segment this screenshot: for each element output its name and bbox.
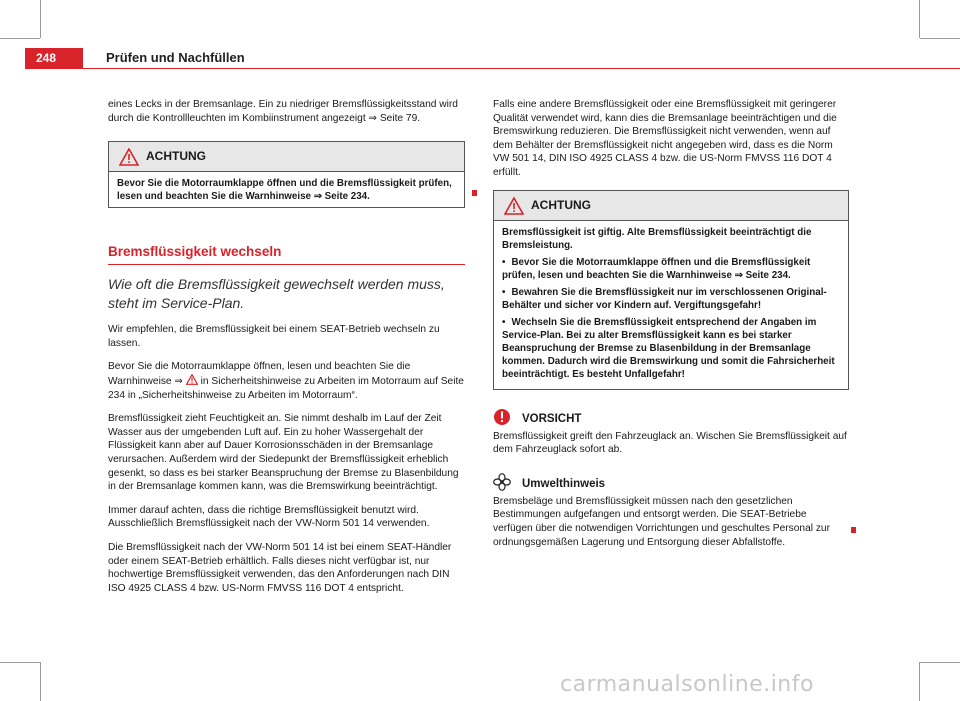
page-title: Prüfen und Nachfüllen [106,50,245,65]
left-column [108,98,465,605]
warning-body [494,221,848,389]
paragraph: Die Bremsflüssigkeit nach der VW-Norm 501 14 ist bei einem SEAT-Händler oder einem SEAT-Betrieb erhältlich. Falls dieses nicht verfügbar ist, nur hochwertige Bremsflüssigkeit verwenden, das den Anforderungen nach DIN ISO 4925 CLASS 4 bzw. US-Norm FMVSS 116 DOT 4 entspricht. [108,541,452,594]
end-mark [472,190,477,196]
warning-title: ACHTUNG [146,149,206,164]
environment-text [493,495,849,549]
watermark: carmanualsonline.info [560,672,814,697]
paragraph [108,360,465,402]
warning-header [109,142,464,172]
crop-mark [40,0,41,38]
caution-text: Bremsflüssigkeit greift den Fahrzeuglack an. Wischen Sie Bremsflüssigkeit auf dem Fahrzeuglack sofort ab. [493,430,847,456]
crop-mark [0,662,40,663]
warning-bullet: • Bewahren Sie die Bremsflüssigkeit nur im verschlossenen Original-Behälter und sicher vor Kindern auf. Vergiftungsgefahr! [502,286,840,312]
warning-title: ACHTUNG [531,197,591,212]
paragraph-text: Bevor Sie die Motorraumklappe öffnen, lesen und beachten Sie die Warnhinweise ⇒ [108,361,411,387]
crop-mark [920,662,960,663]
crop-mark [920,38,960,39]
paragraph: Immer darauf achten, dass die richtige Bremsflüssigkeit benutzt wird. Ausschließlich Bremsflüssigkeit nach der VW-Norm 501 14 verwenden. [108,504,430,530]
crop-mark [919,0,920,38]
header-rule [83,68,960,69]
environment-flower-icon [493,473,511,491]
caution-header [493,408,849,430]
warning-box [108,141,465,208]
section-title: Bremsflüssigkeit wechseln [108,244,282,260]
warning-box [493,190,849,390]
environment-text-content: Bremsbeläge und Bremsflüssigkeit müssen nach den gesetzlichen Bestimmungen aufgefangen und entsorgt werden. Die SEAT-Betriebe verfügen über die notwendigen Vorrichtungen und geschultes Personal zur ordnungsgemäßen Lagerung und Entsorgung dieser Abfallstoffe. [493,495,830,548]
warning-bullet: • Bevor Sie die Motorraumklappe öffnen und die Bremsflüssigkeit prüfen, lesen und beachten Sie die Warnhinweise ⇒ Seite 234. [502,256,840,282]
paragraph: Wir empfehlen, die Bremsflüssigkeit bei einem SEAT-Betrieb wechseln zu lassen. [108,324,440,349]
crop-mark [919,662,920,701]
paragraph-text: in Sicherheitshinweise zu Arbeiten im Motorraum auf Seite 234 in „Sicherheitshinweise zu Arbeiten im Motorraum“. [108,375,464,401]
warning-bullet: • Wechseln Sie die Bremsflüssigkeit entsprechend der Angaben im Service-Plan. Bei zu alter Bremsflüssigkeit kann es bei starker Beanspruchung der Bremse zu Blasenbildung in der Bremsanlage kommen. Dadurch wird die Bremswirkung und somit die Fahrsicherheit beeinträchtigt. Es besteht Unfallgefahr! [502,316,840,381]
paragraph: Falls eine andere Bremsflüssigkeit oder eine Bremsflüssigkeit mit geringerer Qualität verwendet wird, kann dies die Bremsanlage beeinträchtigen und die Bremswirkung reduzieren. Die Bremsflüssigkeit nicht verwenden, wenn auf dem Behälter der Bremsflüssigkeit nicht angegeben wird, dass es die Norm VW 501 14, DIN ISO 4925 CLASS 4 bzw. die US-Norm FMVSS 116 DOT 4 erfüllt. [493,99,837,178]
warning-intro: Bremsflüssigkeit ist giftig. Alte Bremsflüssigkeit beeinträchtigt die Bremsleistung. [502,226,812,251]
environment-header [493,473,849,495]
paragraph: Bremsflüssigkeit zieht Feuchtigkeit an. Sie nimmt deshalb im Lauf der Zeit Wasser aus der umgebenden Luft auf. Ein zu hoher Wassergehalt der Flüssigkeit kann aber auf Dauer Korrosionsschäden in der Bremsanlage verursachen. Außerdem wird der Siedepunkt der Bremsflüssigkeit erheblich gesenkt, so dass es bei starker Beanspruchung der Bremse zu Blasenbildung in der Bremsanlage kommen kann, was die Bremswirkung beeinträchtigt. [108,413,459,493]
warning-triangle-icon [119,148,139,166]
right-column [493,98,849,559]
caution-title: VORSICHT [522,412,582,425]
crop-mark [0,38,40,39]
section-rule [108,264,465,265]
warning-header [494,191,848,221]
environment-title: Umwelthinweis [522,477,606,490]
intro-paragraph: eines Lecks in der Bremsanlage. Ein zu niedriger Bremsflüssigkeitsstand wird durch die Kontrollleuchten im Kombiinstrument angezeigt ⇒ Seite 79. [108,99,458,124]
page-header [0,48,960,69]
warning-triangle-icon [504,197,524,215]
lead-text: Wie oft die Bremsflüssigkeit gewechselt werden muss, steht im Service-Plan. [108,276,445,312]
end-mark [851,527,856,533]
crop-mark [40,662,41,701]
warning-triangle-icon [186,374,198,385]
page-number: 248 [36,51,57,65]
caution-exclamation-icon [493,408,511,426]
warning-body: Bevor Sie die Motorraumklappe öffnen und die Bremsflüssigkeit prüfen, lesen und beachten Sie die Warnhinweise ⇒ Seite 234. [117,178,452,203]
